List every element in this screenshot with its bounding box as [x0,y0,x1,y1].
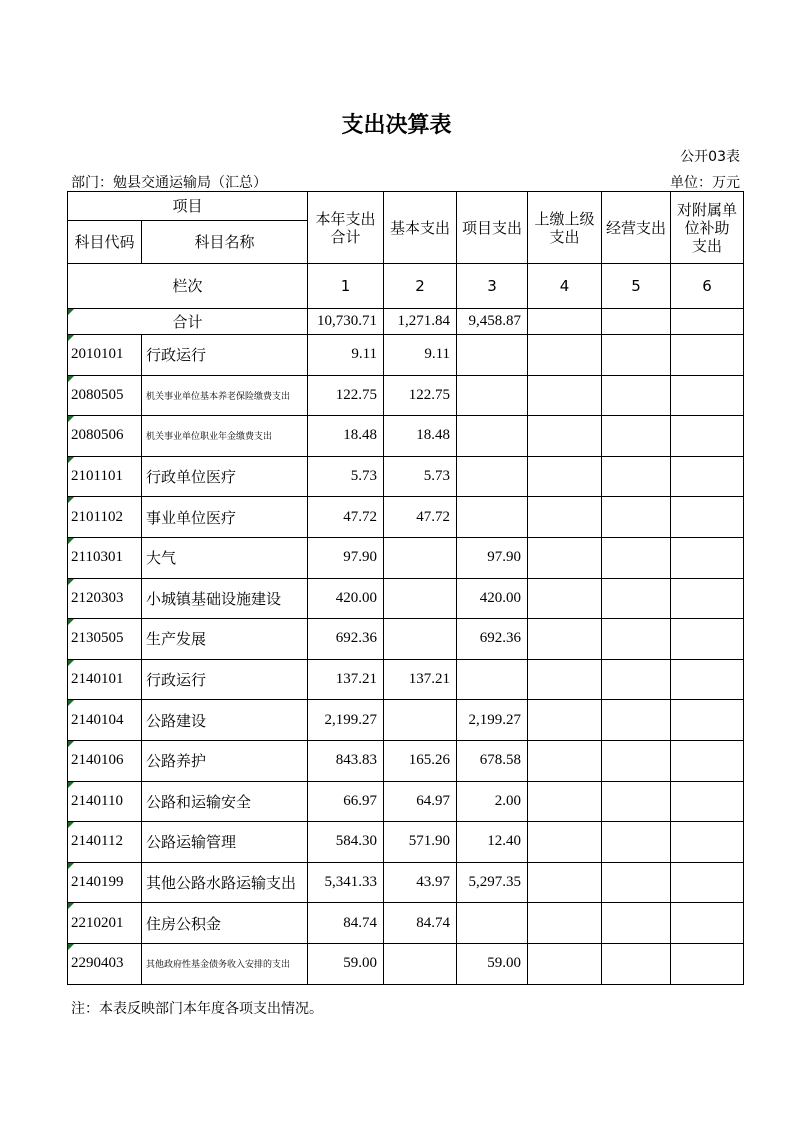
row-code: 2080505 [71,386,124,403]
col-num: 2 [384,264,457,309]
row-code: 2101102 [71,508,123,525]
subsidy-cell [671,822,744,863]
code-cell [68,537,142,578]
total-cell: 122.75 [308,375,384,416]
basic-cell: 18.48 [384,416,457,457]
business-cell [602,497,671,538]
name-cell: 住房公积金 [142,903,308,944]
col-num: 5 [602,264,671,309]
code-cell [68,943,142,984]
total-cell: 84.74 [308,903,384,944]
subsidy-cell [671,700,744,741]
project-cell: 5,297.35 [457,862,528,903]
row-code: 2210201 [71,914,124,931]
subsidy-cell [671,943,744,984]
business-cell [602,456,671,497]
project-cell [457,497,528,538]
basic-cell: 165.26 [384,740,457,781]
table-row [68,781,744,822]
row-code: 2101101 [71,468,123,485]
table-row [68,659,744,700]
total-cell: 9.11 [308,335,384,376]
total-cell: 5.73 [308,456,384,497]
table-row [68,537,744,578]
cell-marker-icon [68,741,74,747]
business-cell [602,943,671,984]
subsidy-cell [671,416,744,457]
cell-marker-icon [68,538,74,544]
project-cell [457,335,528,376]
code-cell [68,700,142,741]
total-cell: 692.36 [308,619,384,660]
basic-cell: 47.72 [384,497,457,538]
name-cell: 公路和运输安全 [142,781,308,822]
total-cell: 97.90 [308,537,384,578]
header-basic: 基本支出 [384,192,457,264]
header-column-no: 栏次 [68,264,308,309]
header-code: 科目代码 [68,221,142,264]
col-num: 3 [457,264,528,309]
row-code: 2130505 [71,630,124,647]
code-cell [68,619,142,660]
cell-marker-icon [68,497,74,503]
basic-cell [384,537,457,578]
project-cell [457,903,528,944]
project-cell [457,416,528,457]
cell-marker-icon [68,619,74,625]
total-cell: 66.97 [308,781,384,822]
name-cell: 生产发展 [142,619,308,660]
table-row [68,740,744,781]
department-label: 部门：勉县交通运输局（汇总） [71,175,267,191]
total-cell: 2,199.27 [308,700,384,741]
remit-cell [528,497,602,538]
project-cell: 59.00 [457,943,528,984]
name-cell: 公路运输管理 [142,822,308,863]
header-remit-line2: 支出 [549,227,580,246]
business-cell [602,822,671,863]
header-subsidy-line2: 位补助 [684,218,730,237]
cell-marker-icon [68,660,74,666]
remit-cell [528,456,602,497]
remit-cell [528,943,602,984]
table-row [68,700,744,741]
project-cell: 2,199.27 [457,700,528,741]
remit-cell [528,375,602,416]
row-code: 2140104 [71,711,124,728]
project-cell: 420.00 [457,578,528,619]
header-subsidy-line3: 支出 [692,236,723,255]
basic-cell: 9.11 [384,335,457,376]
subsidy-cell [671,456,744,497]
basic-cell: 43.97 [384,862,457,903]
total-project: 9,458.87 [457,309,528,335]
table-row [68,943,744,984]
name-cell: 其他政府性基金债务收入安排的支出 [142,943,308,984]
header-total [308,192,384,264]
header-total-line1: 本年支出 [315,209,376,228]
cell-marker-icon [68,457,74,463]
page-title: 支出决算表 [341,113,452,138]
subsidy-cell [671,537,744,578]
name-cell: 行政运行 [142,659,308,700]
name-cell: 行政运行 [142,335,308,376]
row-code: 2110301 [71,549,123,566]
row-code: 2140106 [71,752,124,769]
business-cell [602,578,671,619]
remit-cell [528,862,602,903]
basic-cell: 137.21 [384,659,457,700]
subsidy-cell [671,903,744,944]
table-row [68,335,744,376]
project-cell [457,375,528,416]
code-cell [68,335,142,376]
table-row [68,375,744,416]
row-code: 2140110 [71,792,123,809]
table-row [68,862,744,903]
header-remit-line1: 上缴上级 [534,209,595,228]
code-cell [68,903,142,944]
remit-cell [528,578,602,619]
unit-label: 单位：万元 [670,175,740,191]
name-cell: 其他公路水路运输支出 [142,862,308,903]
header-project: 项目支出 [457,192,528,264]
business-cell [602,781,671,822]
row-code: 2080506 [71,427,124,444]
basic-cell: 122.75 [384,375,457,416]
business-cell [602,375,671,416]
code-cell [68,659,142,700]
remit-cell [528,335,602,376]
cell-marker-icon [68,309,74,315]
col-num: 1 [308,264,384,309]
cell-marker-icon [68,822,74,828]
total-subsidy [671,309,744,335]
header-subsidy-line1: 对附属单 [677,200,738,219]
table-row [68,903,744,944]
table-row [68,497,744,538]
name-cell: 大气 [142,537,308,578]
remit-cell [528,537,602,578]
remit-cell [528,781,602,822]
business-cell [602,903,671,944]
row-code: 2140112 [71,833,123,850]
total-cell: 843.83 [308,740,384,781]
row-code: 2120303 [71,589,124,606]
project-cell: 678.58 [457,740,528,781]
code-cell [68,578,142,619]
business-cell [602,537,671,578]
total-cell: 137.21 [308,659,384,700]
header-subsidy [671,192,744,264]
code-cell [68,740,142,781]
name-cell: 公路养护 [142,740,308,781]
total-remit [528,309,602,335]
header-name: 科目名称 [142,221,308,264]
col-num: 6 [671,264,744,309]
total-business [602,309,671,335]
subsidy-cell [671,497,744,538]
total-basic: 1,271.84 [384,309,457,335]
header-remit [528,192,602,264]
row-code: 2140101 [71,671,124,688]
cell-marker-icon [68,944,74,950]
row-code: 2010101 [71,346,124,363]
project-cell: 2.00 [457,781,528,822]
basic-cell: 571.90 [384,822,457,863]
cell-marker-icon [68,376,74,382]
business-cell [602,335,671,376]
business-cell [602,619,671,660]
cell-marker-icon [68,416,74,422]
remit-cell [528,619,602,660]
remit-cell [528,659,602,700]
business-cell [602,862,671,903]
total-label: 合计 [172,312,203,331]
subsidy-cell [671,781,744,822]
total-label-cell [68,309,308,335]
cell-marker-icon [68,903,74,909]
basic-cell [384,578,457,619]
table-row [68,578,744,619]
cell-marker-icon [68,863,74,869]
remit-cell [528,903,602,944]
subsidy-cell [671,375,744,416]
basic-cell [384,619,457,660]
header-total-line2: 合计 [330,227,361,246]
basic-cell: 84.74 [384,903,457,944]
cell-marker-icon [68,335,74,341]
name-cell: 公路建设 [142,700,308,741]
row-code: 2140199 [71,874,124,891]
col-num: 4 [528,264,602,309]
cell-marker-icon [68,700,74,706]
cell-marker-icon [68,579,74,585]
project-cell: 692.36 [457,619,528,660]
total-cell: 18.48 [308,416,384,457]
cell-marker-icon [68,782,74,788]
remit-cell [528,740,602,781]
name-cell: 事业单位医疗 [142,497,308,538]
total-cell: 420.00 [308,578,384,619]
code-cell [68,375,142,416]
code-cell [68,456,142,497]
business-cell [602,416,671,457]
basic-cell: 64.97 [384,781,457,822]
project-cell: 12.40 [457,822,528,863]
name-cell: 机关事业单位基本养老保险缴费支出 [142,375,308,416]
total-cell: 47.72 [308,497,384,538]
name-cell: 小城镇基础设施建设 [142,578,308,619]
expenditure-table [67,191,744,985]
total-cell: 59.00 [308,943,384,984]
table-row [68,456,744,497]
subsidy-cell [671,578,744,619]
code-cell [68,862,142,903]
table-row [68,416,744,457]
project-cell: 97.90 [457,537,528,578]
form-number: 公开03表 [680,149,740,165]
subsidy-cell [671,740,744,781]
name-cell: 机关事业单位职业年金缴费支出 [142,416,308,457]
subsidy-cell [671,335,744,376]
business-cell [602,659,671,700]
code-cell [68,781,142,822]
total-total: 10,730.71 [308,309,384,335]
code-cell [68,416,142,457]
basic-cell: 5.73 [384,456,457,497]
subsidy-cell [671,659,744,700]
total-cell: 5,341.33 [308,862,384,903]
project-cell [457,456,528,497]
table-row [68,619,744,660]
remit-cell [528,416,602,457]
business-cell [602,740,671,781]
row-code: 2290403 [71,955,124,972]
header-business: 经营支出 [602,192,671,264]
code-cell [68,497,142,538]
code-cell [68,822,142,863]
project-cell [457,659,528,700]
total-row [68,309,744,335]
total-cell: 584.30 [308,822,384,863]
remit-cell [528,822,602,863]
header-item: 项目 [68,192,308,221]
name-cell: 行政单位医疗 [142,456,308,497]
business-cell [602,700,671,741]
footnote: 注：本表反映部门本年度各项支出情况。 [71,1001,323,1017]
subsidy-cell [671,862,744,903]
table-row [68,822,744,863]
subsidy-cell [671,619,744,660]
basic-cell [384,700,457,741]
remit-cell [528,700,602,741]
basic-cell [384,943,457,984]
